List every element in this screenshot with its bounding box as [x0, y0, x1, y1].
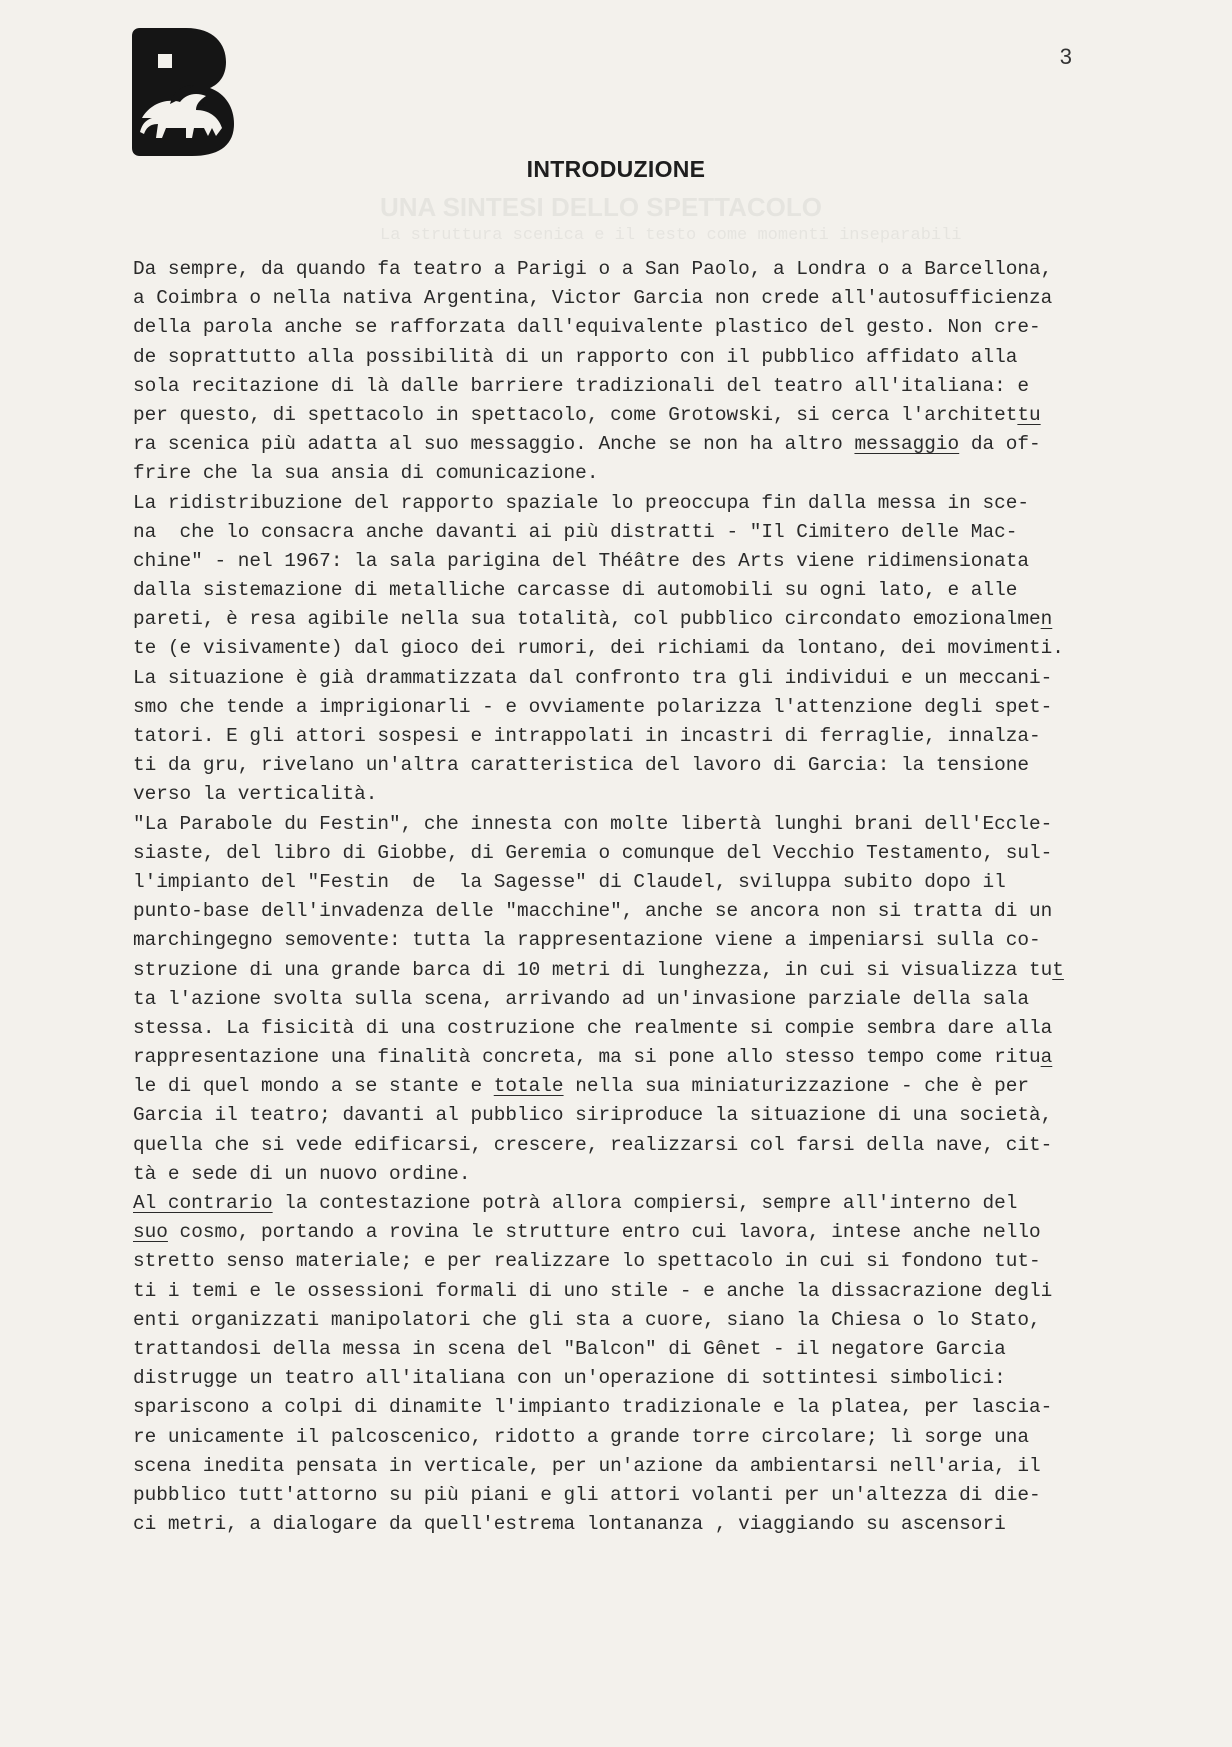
page-title: INTRODUZIONE: [526, 156, 706, 182]
text-line: le di quel mondo a se stante e totale nella sua miniaturizzazione - che è per: [133, 1075, 1030, 1098]
text-line: te (e visivamente) dal gioco dei rumori, dei richiami da lontano, dei movimenti.: [133, 637, 1064, 660]
text-line: Garcia il teatro; davanti al pubblico siriproduce la situazione di una società,: [133, 1104, 1053, 1127]
text-line: smo che tende a imprigionarli - e ovviamente polarizza l'attenzione degli spet-: [133, 695, 1053, 718]
text-line: marchingegno semovente: tutta la rappresentazione viene a impeniarsi sulla co-: [133, 929, 1041, 952]
text-line: punto-base dell'invadenza delle "macchine", anche se ancora non si tratta di un: [133, 900, 1053, 923]
text-line: ti da gru, rivelano un'altra caratteristica del lavoro di Garcia: la tensione: [133, 754, 1029, 777]
text-line: ci metri, a dialogare da quell'estrema lontananza , viaggiando su ascensori: [133, 1513, 1006, 1536]
text-line: a Coimbra o nella nativa Argentina, Victor Garcia non crede all'autosufficienza: [133, 287, 1053, 310]
text-line: stretto senso materiale; e per realizzare lo spettacolo in cui si fondono tut-: [133, 1250, 1041, 1273]
text-line: rappresentazione una finalità concreta, ma si pone allo stesso tempo come ritua: [133, 1046, 1053, 1069]
text-line: de soprattutto alla possibilità di un rapporto con il pubblico affidato alla: [133, 345, 1018, 368]
text-line: distrugge un teatro all'italiana con un'operazione di sottintesi simbolici:: [133, 1367, 1006, 1390]
winged-lion-icon: [130, 24, 238, 158]
text-line: della parola anche se rafforzata dall'equivalente plastico del gesto. Non cre-: [133, 316, 1041, 339]
text-line: "La Parabole du Festin", che innesta con molte libertà lunghi brani dell'Eccle-: [133, 812, 1053, 835]
underlined-text: messaggio: [854, 433, 960, 456]
underlined-text: a: [1040, 1046, 1053, 1069]
underlined-text: tu: [1017, 403, 1041, 426]
text-line: trattandosi della messa in scena del "Balcon" di Gênet - il negatore Garcia: [133, 1337, 1006, 1360]
text-line: ra scenica più adatta al suo messaggio. Anche se non ha altro messaggio da of-: [133, 433, 1041, 456]
text-line: dalla sistemazione di metalliche carcasse di automobili su ogni lato, e alle: [133, 579, 1018, 602]
text-line: siaste, del libro di Giobbe, di Geremia o comunque del Vecchio Testamento, sul-: [133, 841, 1053, 864]
underlined-text: totale: [493, 1075, 564, 1098]
text-line: tatori. E gli attori sospesi e intrappolati in incastri di ferraglie, innalza-: [133, 725, 1041, 747]
text-line: ta l'azione svolta sulla scena, arrivando ad un'invasione parziale della sala: [133, 987, 1029, 1010]
text-line: frire che la sua ansia di comunicazione.: [133, 462, 599, 485]
text-line: re unicamente il palcoscenico, ridotto a grande torre circolare; lì sorge una: [133, 1425, 1029, 1448]
underlined-text: n: [1040, 608, 1053, 631]
text-line: tà e sede di un nuovo ordine.: [133, 1162, 471, 1185]
text-line: pubblico tutt'attorno su più piani e gli attori volanti per un'altezza di die-: [133, 1483, 1041, 1506]
text-line: scena inedita pensata in verticale, per un'azione da ambientarsi nell'aria, il: [133, 1454, 1041, 1477]
underlined-text: Al contrario: [133, 1192, 273, 1214]
text-line: pareti, è resa agibile nella sua totalità, col pubblico circondato emozionalmen: [133, 608, 1053, 631]
text-line: sola recitazione di là dalle barriere tradizionali del teatro all'italiana: e: [133, 374, 1029, 397]
text-line: struzione di una grande barca di 10 metri di lunghezza, in cui si visualizza tut: [133, 958, 1064, 981]
text-line: Al contrario la contestazione potrà allora compiersi, sempre all'interno del: [133, 1192, 1018, 1214]
text-line: stessa. La fisicità di una costruzione che realmente si compie sembra dare alla: [133, 1016, 1053, 1039]
text-line: chine" - nel 1967: la sala parigina del Théâtre des Arts viene ridimensionata: [133, 549, 1029, 572]
body-text: [133, 255, 1064, 1539]
text-line: suo cosmo, portando a rovina le strutture entro cui lavora, intese anche nello: [133, 1221, 1041, 1244]
underlined-text: suo: [133, 1221, 168, 1244]
show-through-line: La struttura scenica e il testo come momenti inseparabili: [380, 226, 962, 245]
publisher-logo: [130, 24, 238, 158]
underlined-text: t: [1052, 958, 1064, 981]
text-line: enti organizzati manipolatori che gli sta a cuore, siano la Chiesa o lo Stato,: [133, 1308, 1041, 1331]
text-line: La ridistribuzione del rapporto spaziale lo preoccupa fin dalla messa in sce-: [133, 491, 1029, 514]
text-line: na che lo consacra anche davanti ai più distratti - "Il Cimitero delle Mac-: [133, 520, 1018, 543]
text-line: quella che si vede edificarsi, crescere, realizzarsi col farsi della nave, cit-: [133, 1133, 1053, 1156]
text-line: La situazione è già drammatizzata dal confronto tra gli individui e un meccani-: [133, 666, 1053, 689]
text-line: per questo, di spettacolo in spettacolo, come Grotowski, si cerca l'architettu: [133, 403, 1041, 426]
text-line: verso la verticalità.: [133, 783, 378, 806]
text-line: Da sempre, da quando fa teatro a Parigi o a San Paolo, a Londra o a Barcellona,: [133, 258, 1053, 280]
text-line: l'impianto del "Festin de la Sagesse" di Claudel, sviluppa subito dopo il: [133, 870, 1006, 893]
show-through-heading: UNA SINTESI DELLO SPETTACOLO: [380, 192, 823, 222]
text-line: ti i temi e le ossessioni formali di uno stile - e anche la dissacrazione degli: [133, 1279, 1053, 1302]
page-number: 3: [1059, 44, 1072, 69]
text-line: spariscono a colpi di dinamite l'impianto tradizionale e la platea, per lascia-: [133, 1396, 1053, 1419]
